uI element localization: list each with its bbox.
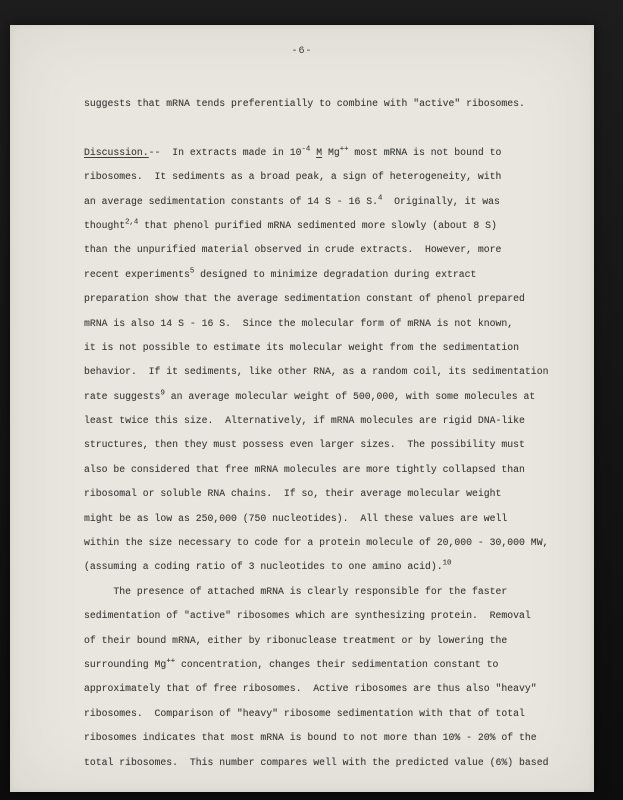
- text-line: [84, 116, 570, 140]
- text-line: ribosomes. It sediments as a broad peak, a sign of heterogeneity, with: [84, 171, 502, 183]
- paper-page: [10, 25, 594, 792]
- text-line: ribosomal or soluble RNA chains. If so, their average molecular weight: [84, 488, 502, 500]
- text-line: suggests that mRNA tends preferentially to combine with "active" ribosomes.: [84, 98, 525, 109]
- text-line: sedimentation of "active" ribosomes which are synthesizing protein. Removal: [84, 610, 531, 622]
- text-line: Discussion.-- In extracts made in $10^{-4}$ M Mg++ most mRNA is not bound to: [84, 145, 502, 158]
- text-line: total ribosomes. This number compares well with the predicted value (6%) based: [84, 756, 549, 768]
- text-line: ribosomes. Comparison of "heavy" ribosome sedimentation with that of total: [84, 707, 525, 719]
- text-line: within the size necessary to code for a protein molecule of 20,000 - 30,000 MW,: [84, 537, 549, 549]
- text-line: an average sedimentation constants of 14 S - 16 S.$^4$ Originally, it was: [84, 194, 500, 207]
- document-text: [84, 92, 570, 775]
- text-line: The presence of attached mRNA is clearly responsible for the faster: [84, 585, 508, 597]
- text-line: also be considered that free mRNA molecules are more tightly collapsed than: [84, 463, 525, 475]
- text-line: might be as low as 250,000 (750 nucleotides). All these values are well: [84, 512, 508, 524]
- text-line: least twice this size. Alternatively, if mRNA molecules are rigid DNA-like: [84, 415, 525, 427]
- text-line: surrounding Mg++ concentration, changes their sedimentation constant to: [84, 657, 499, 670]
- text-line: mRNA is also 14 S - 16 S. Since the molecular form of mRNA is not known,: [84, 317, 514, 329]
- text-line: preparation show that the average sedimentation constant of phenol prepared: [84, 293, 525, 305]
- text-line: of their bound mRNA, either by ribonuclease treatment or by lowering the: [84, 634, 508, 646]
- text-line: ribosomes indicates that most mRNA is bound to not more than 10% - 20% of the: [84, 732, 537, 744]
- text-line: it is not possible to estimate its molecular weight from the sedimentation: [84, 341, 520, 353]
- text-line: thought$^{2,4}$ that phenol purified mRNA sedimented more slowly (about 8 S): [84, 218, 497, 231]
- text-line: behavior. If it sediments, like other RNA, as a random coil, its sedimentation: [84, 366, 549, 378]
- text-line: approximately that of free ribosomes. Active ribosomes are thus also "heavy": [84, 683, 537, 695]
- text-line: structures, then they must possess even larger sizes. The possibility must: [84, 439, 525, 451]
- text-line: (assuming a coding ratio of 3 nucleotides to one amino acid).$^{10}$: [84, 560, 452, 573]
- text-line: rate suggests$^9$ an average molecular weight of 500,000, with some molecules at: [84, 389, 536, 402]
- page-number: -6-: [291, 46, 313, 57]
- text-line: recent experiments$^5$ designed to minimize degradation during extract: [84, 267, 477, 280]
- text-line: than the unpurified material observed in crude extracts. However, more: [84, 244, 502, 256]
